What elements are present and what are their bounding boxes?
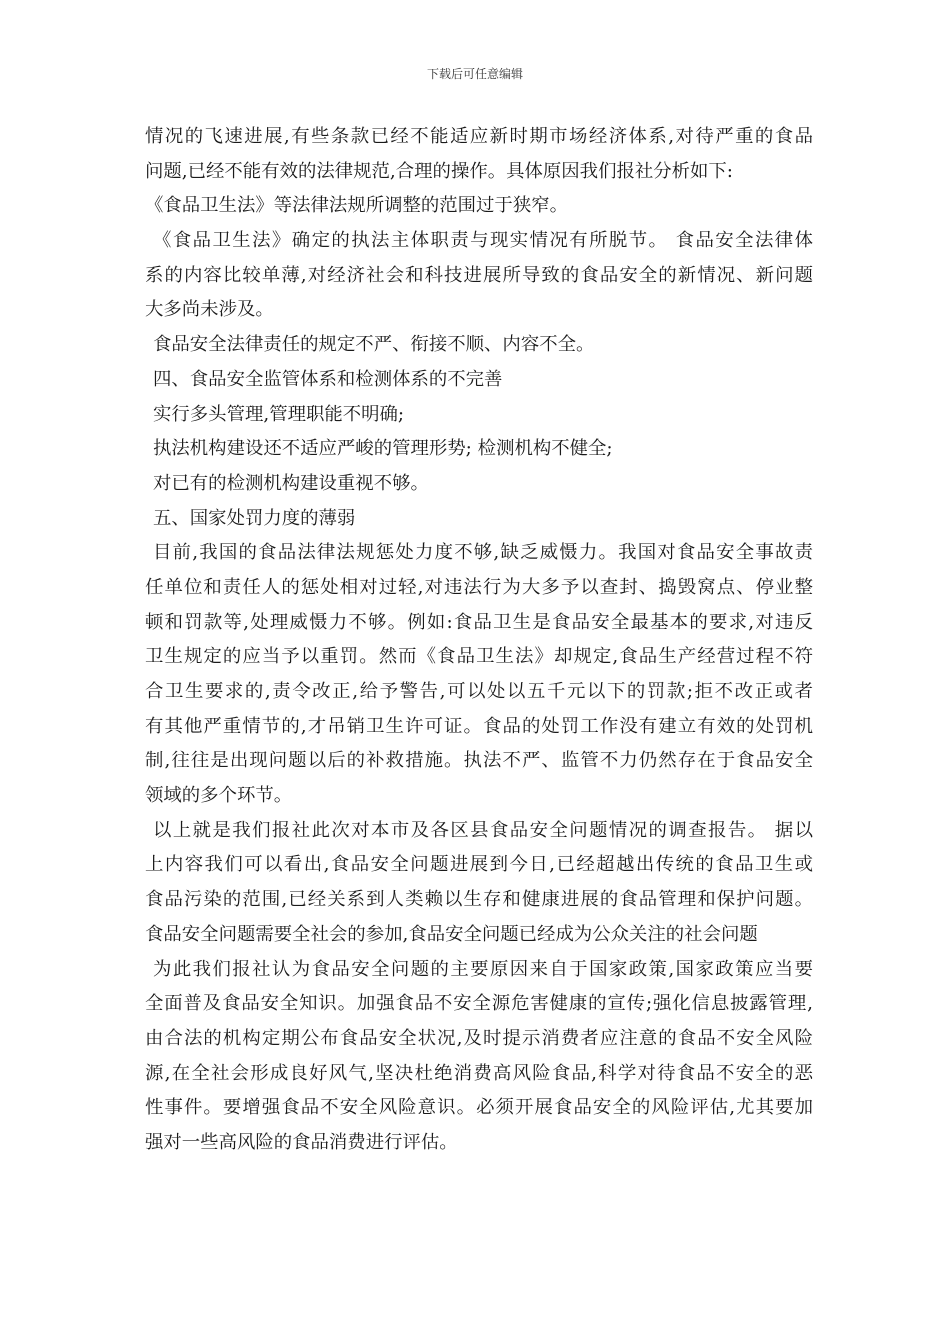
text-line: 上内容我们可以看出,食品安全问题进展到今日,已经超越出传统的食品卫生或	[145, 854, 813, 876]
text-line: 强对一些高风险的食品消费进行评估。	[145, 1131, 458, 1153]
text-line: 全面普及食品安全知识。加强食品不安全源危害健康的宣传;强化信息披露管理,	[145, 993, 813, 1015]
text-line: 食品污染的范围,已经关系到人类赖以生存和健康进展的食品管理和保护问题。	[145, 889, 813, 911]
text-line: 领域的多个环节。	[145, 785, 293, 807]
text-line: 《食品卫生法》等法律法规所调整的范围过于狭窄。	[145, 195, 568, 217]
text-line: 源,在全社会形成良好风气,坚决杜绝消费高风险食品,科学对待食品不安全的恶	[145, 1062, 813, 1084]
text-line: 对已有的检测机构建设重视不够。	[153, 472, 429, 494]
text-line: 实行多头管理,管理职能不明确;	[153, 403, 405, 425]
document-body	[145, 120, 813, 1161]
text-line: 以上就是我们报社此次对本市及各区县食品安全问题情况的调查报告。 据以	[153, 819, 813, 841]
text-line: 由合法的机构定期公布食品安全状况,及时提示消费者应注意的食品不安全风险	[145, 1027, 813, 1049]
text-line: 执法机构建设还不适应严峻的管理形势; 检测机构不健全;	[153, 438, 613, 460]
text-line: 《食品卫生法》确定的执法主体职责与现实情况有所脱节。 食品安全法律体	[153, 230, 813, 252]
text-line: 系的内容比较单薄,对经济社会和科技进展所导致的食品安全的新情况、新问题	[145, 264, 813, 286]
page-header-note: 下载后可任意编辑	[426, 67, 523, 81]
text-line: 卫生规定的应当予以重罚。然而《食品卫生法》却规定,食品生产经营过程不符	[145, 646, 813, 668]
text-line: 问题,已经不能有效的法律规范,合理的操作。具体原因我们报社分析如下:	[145, 160, 733, 182]
text-line: 顿和罚款等,处理威慑力不够。例如:食品卫生是食品安全最基本的要求,对违反	[145, 611, 813, 633]
text-line: 目前,我国的食品法律法规惩处力度不够,缺乏威慑力。我国对食品安全事故责	[153, 542, 813, 564]
text-line: 食品安全问题需要全社会的参加,食品安全问题已经成为公众关注的社会问题	[145, 923, 758, 945]
text-line: 性事件。要增强食品不安全风险意识。必须开展食品安全的风险评估,尤其要加	[145, 1097, 813, 1119]
text-line: 制,往往是出现问题以后的补救措施。执法不严、监管不力仍然存在于食品安全	[145, 750, 813, 772]
text-line: 有其他严重情节的,才吊销卫生许可证。食品的处罚工作没有建立有效的处罚机	[145, 715, 813, 737]
text-line: 大多尚未涉及。	[145, 299, 274, 321]
section-heading: 五、国家处罚力度的薄弱	[153, 507, 356, 529]
text-line: 情况的飞速进展,有些条款已经不能适应新时期市场经济体系,对待严重的食品	[145, 126, 813, 147]
text-line: 任单位和责任人的惩处相对过轻,对违法行为大多予以查封、捣毁窝点、停业整	[145, 576, 813, 598]
text-line: 合卫生要求的,责令改正,给予警告,可以处以五千元以下的罚款;拒不改正或者	[145, 681, 813, 702]
text-line: 食品安全法律责任的规定不严、衔接不顺、内容不全。	[153, 334, 595, 356]
section-heading: 四、食品安全监管体系和检测体系的不完善	[153, 368, 503, 390]
text-line: 为此我们报社认为食品安全问题的主要原因来自于国家政策,国家政策应当要	[153, 958, 813, 980]
